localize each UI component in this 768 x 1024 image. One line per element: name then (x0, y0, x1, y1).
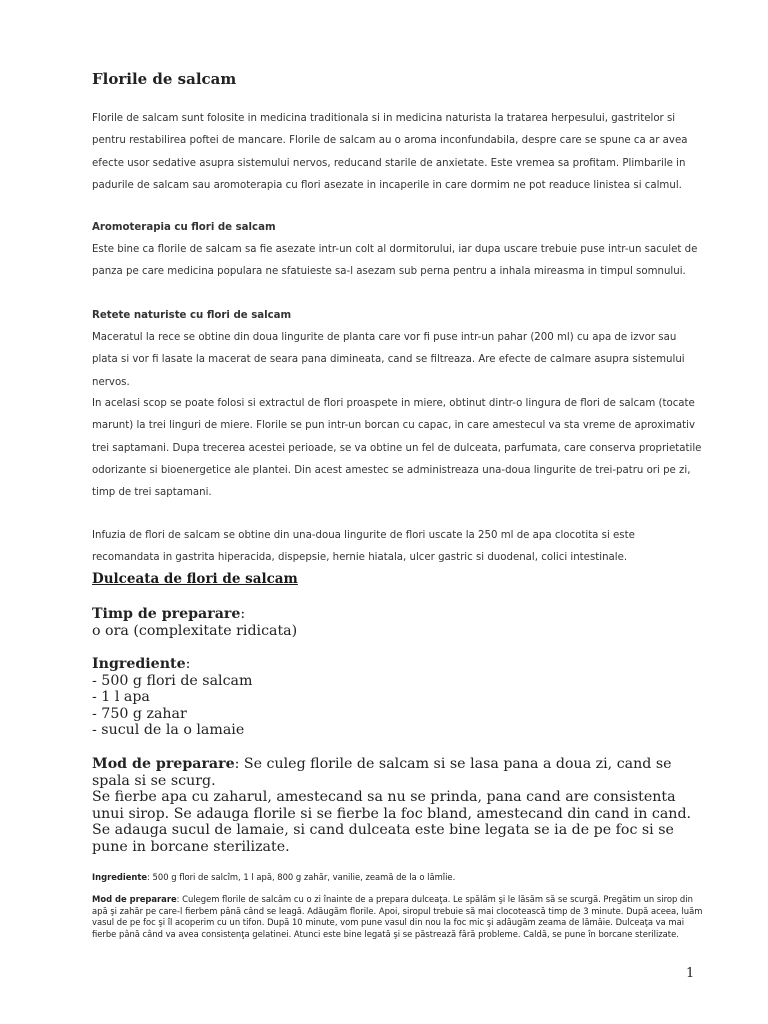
aroma-heading: Aromoterapia cu flori de salcam (92, 222, 276, 233)
ingredient-item: - 750 g zahar (92, 705, 187, 722)
retete-paragraph-2: In acelasi scop se poate folosi si extractul de flori proaspete in miere, obtinut dintr-o lingura de flori de salcam (tocate marunt) la trei linguri de miere. Florile se pun intr-un borcan cu capac, in care amestecul va sta vreme de aproximativ trei saptamani. Dupa trecerea acestei perioade, se va obtine un fel de dulceata, parfumata, care conserva proprietatile odorizante si bioenergetice ale plantei. Din acest amestec se administreaza una-doua lingurite de trei-patru ori pe zi, timp de trei saptamani. (92, 398, 702, 499)
mod-text-1: Se culeg florile de salcam si se lasa pana a doua zi, cand se spala si se scurg. (92, 756, 672, 789)
mod-label: Mod de preparare (92, 756, 235, 772)
page-number: 1 (686, 966, 695, 981)
mod-text-2: Se fierbe apa cu zaharul, amestecand sa nu se prinda, pana cand are consistenta unui sirop. Se adauga florile si se fierbe la foc bland, amestecand din cand in cand. Se adauga sucul de lamaie, si cand dulceata este bine legata se ia de pe foc si se pune in borcane sterilizate. (92, 789, 692, 855)
retete-paragraph-3: Infuzia de flori de salcam se obtine din una-doua lingurite de flori uscate la 250 ml de apa clocotita si este recomandata in gastrita hiperacida, dispepsie, hernie hiatala, ulcer gastric si duodenal, colici intestinale. (92, 530, 635, 564)
alt-mod-label: Mod de preparare (92, 894, 177, 904)
alt-ingrediente (92, 872, 704, 884)
aroma-paragraph: Este bine ca florile de salcam sa fie asezate intr-un colt al dormitorului, iar dupa uscare trebuie puse intr-un saculet de panza pe care medicina populara ne sfatuieste sa-l asezam sub perna pentru a inhala mireasma in timpul somnului. (92, 244, 698, 278)
alt-ingrediente-label: Ingrediente (92, 872, 148, 882)
mod-section: Mod de preparare: Se culeg florile de salcam si se lasa pana a doua zi, cand se spala si se scurg. Se fierbe apa cu zaharul, amestecand sa nu se prinda, pana cand are consistenta unui sirop. Se adauga florile si se fierbe la foc bland, amestecand din cand in cand. Se adauga sucul de lamaie, si cand dulceata este bine legata se ia de pe foc si se pune in borcane sterilizate. (92, 756, 704, 855)
ingredient-item: - 1 l apa (92, 689, 150, 705)
timp-section: Timp de preparare: o ora (complexitate ridicata) (92, 606, 704, 639)
timp-label: Timp de preparare (92, 606, 241, 622)
page-title: Florile de salcam (92, 70, 237, 88)
ingredient-item: - sucul de la o lamaie (92, 722, 245, 738)
timp-value: o ora (complexitate ridicata) (92, 622, 298, 639)
alt-mod-text: : Culegem florile de salcâm cu o zi înainte de a prepara dulceaţa. Le spălăm şi le lăsăm să se scurgă. Pregătim un sirop din apă şi zahăr pe care-l fierbem până când se leagă. Adăugăm florile. Apoi, siropul trebuie să mai clocotească timp de 3 minute. După aceea, luăm vasul de pe foc şi îl acoperim cu un tifon. După 10 minute, vom pune vasul din nou la foc mic şi adăugăm zeama de lămâie. Dulceaţa va mai fierbe până când va avea consistenţa gelatinei. Atunci este bine legată şi se păstrează fără probleme. Caldă, se pune în borcane sterilizate. (92, 894, 703, 939)
dulceata-title: Dulceata de flori de salcam (92, 571, 298, 587)
ingrediente-label: Ingrediente (92, 656, 186, 672)
alt-mod-preparare (92, 894, 704, 940)
intro-paragraph: Florile de salcam sunt folosite in medicina traditionala si in medicina naturista la tratarea herpesului, gastritelor si pentru restabilirea poftei de mancare. Florile de salcam au o aroma inconfundabila, despre care se spune ca ar avea efecte usor sedative asupra sistemului nervos, reducand starile de anxietate. Este vremea sa profitam. Plimbarile in padurile de salcam sau aromoterapia cu flori asezate in incaperile in care dormim ne pot readuce linistea si calmul. (92, 113, 688, 191)
retete-paragraph-1: Maceratul la rece se obtine din doua lingurite de planta care vor fi puse intr-un pahar (200 ml) cu apa de izvor sau plata si vor fi lasate la macerat de seara pana dimineata, cand se filtreaza. Are efecte de calmare asupra sistemului nervos. (92, 332, 685, 388)
retete-heading: Retete naturiste cu flori de salcam (92, 310, 292, 321)
ingrediente-section: Ingrediente: - 500 g flori de salcam - 1 l apa - 750 g zahar - sucul de la o lamaie (92, 656, 704, 739)
ingredient-item: - 500 g flori de salcam (92, 672, 253, 689)
alt-ingrediente-text: : 500 g flori de salcîm, 1 l apă, 800 g zahăr, vanilie, zeamă de la o lămîie. (147, 872, 456, 882)
